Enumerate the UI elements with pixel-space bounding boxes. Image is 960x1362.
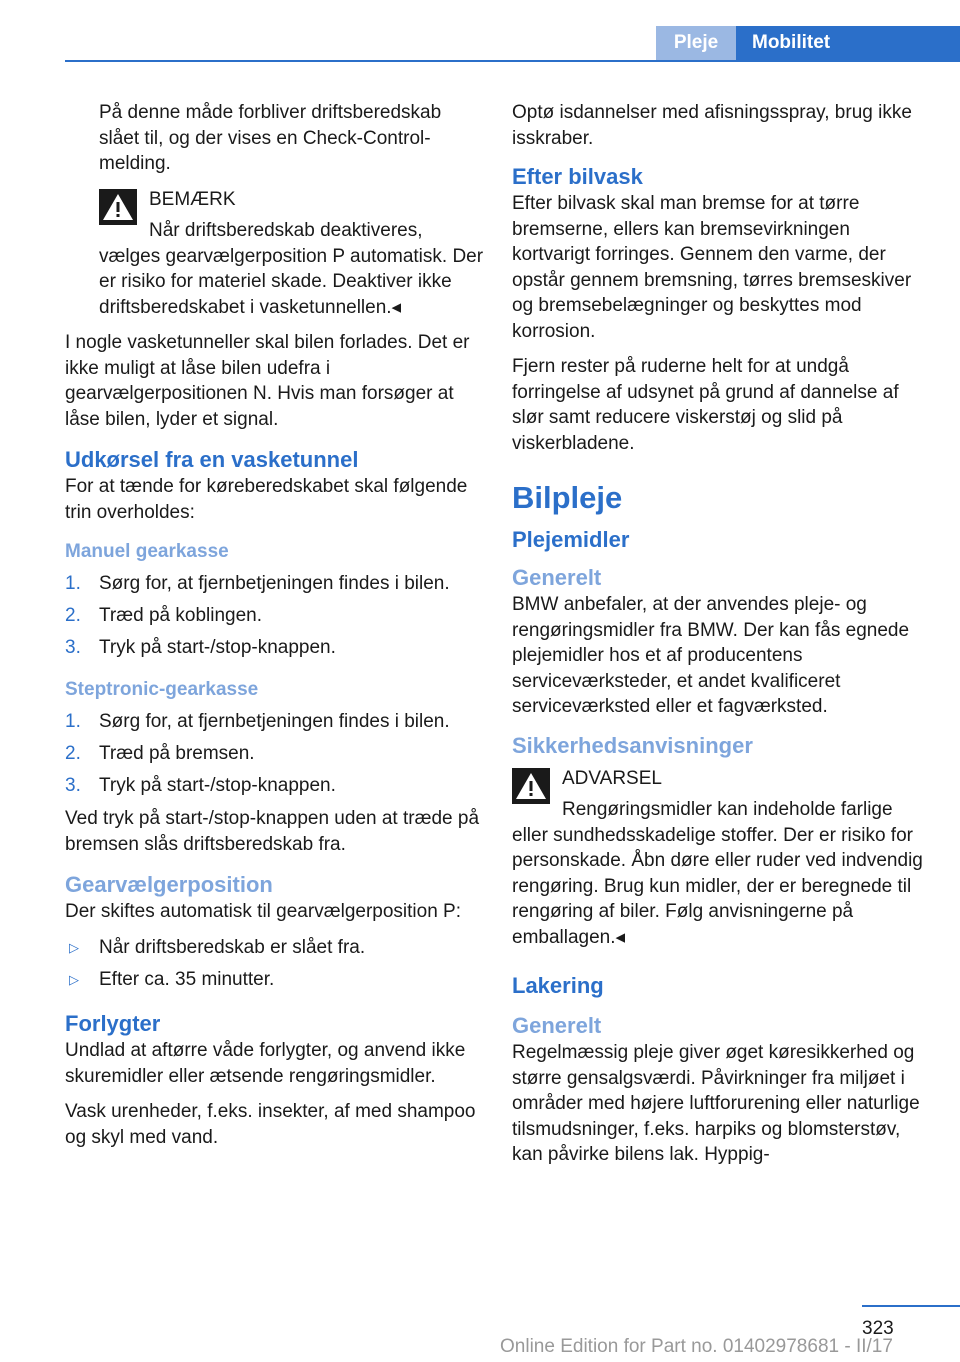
left-column [65,100,485,1160]
warning-text: Rengøringsmidler kan indeholde farlige eller sundhedsskadelige stoffer. Der er risiko for personskade. Åbn døre eller ruder ved indvendig rengøring. Brug kun midler, der er beregnede til rengøring af biler. Følg anvisningerne på emballagen.◂ [512,799,923,948]
warning-title: ADVARSEL [562,767,662,789]
heading-manuel: Manuel gearkasse [65,541,229,562]
manuel-steps [65,571,485,661]
heading-bilvask: Efter bilvask [512,164,643,189]
paragraph: Ved tryk på start-/stop-knappen uden at træde på bremsen slås driftsberedskab fra. [65,808,480,855]
triangle-bullet-icon: ▷ [69,971,79,987]
heading-steptronic: Steptronic-gearkasse [65,678,259,700]
right-column [512,100,932,1178]
paragraph: Optø isdannelser med afisningsspray, brug ikke isskraber. [512,102,912,149]
heading-generelt: Generelt [512,565,602,590]
note-text: Når driftsberedskab deaktiveres, vælges gearvælgerposition P automatisk. Der er risiko for materiel skade. Deaktiver ikke driftsberedskabet i vasketunnellen.◂ [99,220,484,318]
list-item: 1. Sørg for, at fjernbetjeningen findes i bilen. [65,710,450,732]
heading-lakering: Lakering [512,973,604,998]
paragraph: I nogle vasketunneller skal bilen forlades. Det er ikke muligt at låse bilen udefra i gearvælgerpositionen N. Hvis man forsøger at låse bilen, lyder et signal. [65,332,470,430]
paragraph: Regelmæssig pleje giver øget køresikkerhed og større gensalgsværdi. Påvirkninger fra miljøet i områder med højere luftforurening eller naturlige tilsmudsninger, f.eks. harpiks og blomsterstøv, kan påvirke bilens lak. Hyppig- [512,1042,920,1165]
heading-gear: Gearvælgerposition [65,872,273,897]
tab-mobilitet[interactable]: Mobilitet [736,26,960,60]
list-item: 3. Tryk på start-/stop-knappen. [65,637,336,658]
header-rule [65,60,960,62]
list-item: 1. Sørg for, at fjernbetjeningen findes i bilen. [65,573,450,594]
steptronic-steps [65,709,485,799]
note-title: BEMÆRK [149,188,236,210]
list-item: ▷ Efter ca. 35 minutter. [65,967,485,993]
warning-block [512,766,932,951]
paragraph: Undlad at aftørre våde forlygter, og anvend ikke skuremidler eller ætsende rengøringsmidler. [65,1040,466,1087]
paragraph: Fjern rester på ruderne helt for at undgå forringelse af udsynet på grund af dannelse af slør samt reducere viskerstøj og slid på viskerbladene. [512,356,899,454]
tab-pleje[interactable]: Pleje [656,26,736,60]
page-header [0,0,960,62]
triangle-bullet-icon: ▷ [69,939,79,955]
gear-items [65,935,485,993]
footer-rule [862,1305,960,1307]
heading-sikkerhed: Sikkerhedsanvisninger [512,732,753,758]
list-item: 2. Træd på bremsen. [65,742,255,764]
edition-text: Online Edition for Part no. 01402978681 - II/17 [500,1336,893,1357]
list-item: ▷ Når driftsberedskab er slået fra. [65,935,485,961]
paragraph: Efter bilvask skal man bremse for at tørre bremserne, ellers kan bremsevirkningen kortvarigt forringes. Gennem den varme, der opstår gennem bremsning, tørres bremseskiver og bremsebelægninger og beskyttes mod korrosion. [512,193,912,342]
heading-bilpleje: Bilpleje [512,480,623,515]
page-number: 323 [862,1318,894,1339]
note-block [65,187,485,321]
warning-icon [512,768,550,804]
paragraph: Der skiftes automatisk til gearvælgerposition P: [65,901,461,922]
heading-generelt: Generelt [512,1013,602,1038]
paragraph: På denne måde forbliver driftsberedskab slået til, og der vises en Check-Control-melding. [99,102,442,174]
warning-icon [99,189,137,225]
heading-forlygter: Forlygter [65,1011,161,1036]
paragraph: For at tænde for køreberedskabet skal følgende trin overholdes: [65,476,468,523]
heading-plejemidler: Plejemidler [512,527,630,552]
paragraph: BMW anbefaler, at der anvendes pleje- og rengøringsmidler fra BMW. Der kan fås egnede plejemidler hos et af producentens serviceværksteder, et andet kvalificeret serviceværksted eller et fagværksted. [512,594,910,717]
list-item: 2. Træd på koblingen. [65,605,263,626]
list-item: 3. Tryk på start-/stop-knappen. [65,774,336,796]
paragraph: Vask urenheder, f.eks. insekter, af med shampoo og skyl med vand. [65,1101,476,1148]
heading-udkorsel: Udkørsel fra en vasketunnel [65,447,359,472]
